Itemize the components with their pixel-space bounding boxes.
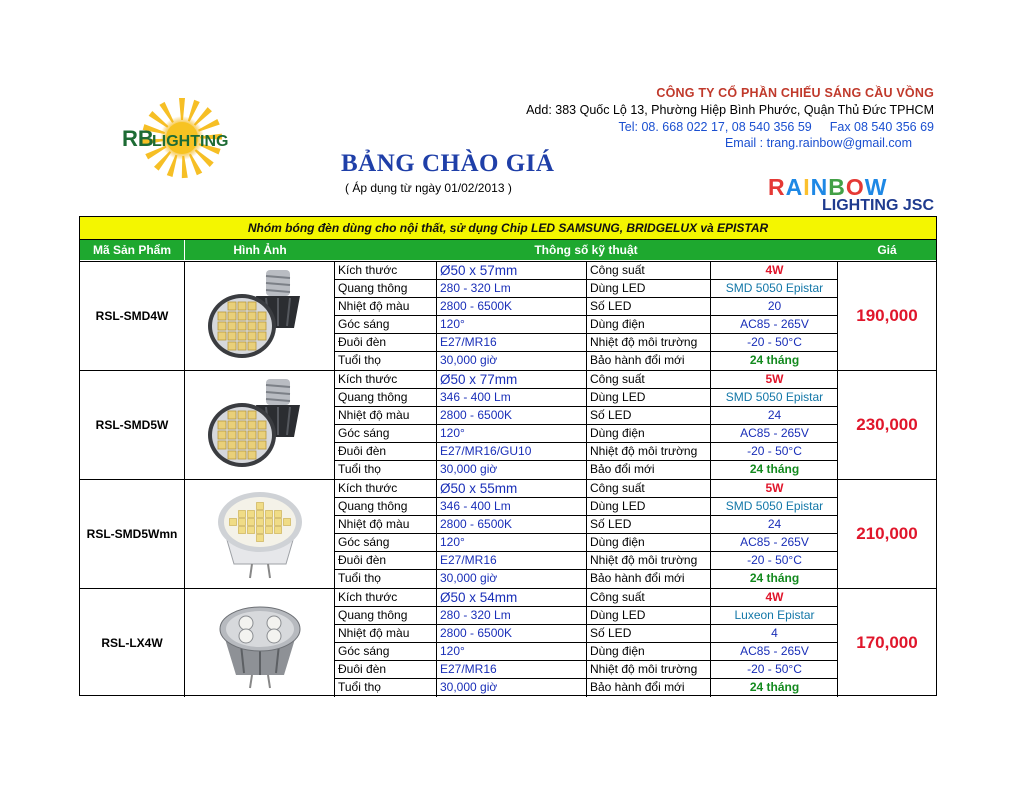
spec-label: Kích thước	[338, 263, 398, 277]
spec-row	[335, 316, 838, 334]
product-row	[80, 370, 936, 479]
spec-label: Nhiệt độ màu	[338, 626, 410, 640]
product-image	[184, 262, 334, 370]
led-lamp-icon	[200, 595, 320, 691]
header-specs: Thông số kỹ thuật	[334, 240, 838, 260]
spec-label: Công suất	[586, 589, 710, 606]
header-image: Hình Ảnh	[184, 240, 335, 260]
rainbow-word: RAINBOW	[768, 174, 888, 200]
product-image	[184, 589, 334, 697]
spec-row	[335, 534, 838, 552]
product-price: 230,000	[837, 371, 936, 479]
spec-value: AC85 - 265V	[710, 425, 838, 442]
spec-value: 120°	[436, 643, 586, 660]
product-image	[184, 371, 334, 479]
spec-row	[335, 407, 838, 425]
spec-label: Tuổi thọ	[338, 680, 381, 694]
spec-value: 30,000 giờ	[436, 679, 586, 697]
page-subtitle: ( Áp dụng từ ngày 01/02/2013 )	[345, 181, 512, 195]
spec-value: 30,000 giờ	[436, 570, 586, 588]
product-code: RSL-LX4W	[101, 636, 163, 650]
spec-label: Góc sáng	[338, 535, 390, 549]
rb-text: RB	[122, 126, 154, 151]
spec-value: Ø50 x 54mm	[436, 589, 586, 606]
spec-label: Nhiệt độ màu	[338, 517, 410, 531]
page-title: BẢNG CHÀO GIÁ	[341, 150, 555, 177]
product-code: RSL-SMD5Wmn	[86, 527, 178, 541]
spec-value: 120°	[436, 534, 586, 551]
spec-label: Đuôi đèn	[338, 444, 387, 458]
spec-value: Ø50 x 77mm	[436, 371, 586, 388]
spec-label: Dùng LED	[586, 280, 710, 297]
spec-value: 5W	[710, 371, 838, 388]
spec-value: -20 - 50°C	[710, 334, 838, 351]
company-email: Email : trang.rainbow@gmail.com	[724, 136, 912, 150]
spec-row	[335, 625, 838, 643]
spec-row	[335, 262, 838, 280]
spec-value: Ø50 x 55mm	[436, 480, 586, 497]
spec-label: Bảo hành đổi mới	[586, 352, 710, 370]
product-row	[80, 588, 936, 697]
spec-row	[335, 298, 838, 316]
spec-row	[335, 425, 838, 443]
spec-label: Dùng điện	[586, 534, 710, 551]
led-lamp-icon	[200, 486, 320, 582]
spec-label: Quang thông	[338, 499, 408, 513]
spec-value: 4W	[710, 262, 838, 279]
spec-value: -20 - 50°C	[710, 443, 838, 460]
spec-label: Nhiệt độ màu	[338, 299, 410, 313]
rblighting-logo	[100, 98, 270, 193]
spec-value: 346 - 400 Lm	[436, 389, 586, 406]
led-lamp-icon	[200, 377, 320, 473]
spec-label: Tuổi thọ	[338, 571, 381, 585]
spec-value: E27/MR16	[436, 334, 586, 351]
spec-label: Tuổi thọ	[338, 462, 381, 476]
spec-label: Đuôi đèn	[338, 553, 387, 567]
spec-value: 2800 - 6500K	[436, 298, 586, 315]
spec-value: 4W	[710, 589, 838, 606]
company-address: Add: 383 Quốc Lộ 13, Phường Hiệp Bình Phước, Quận Thủ Đức TPHCM	[526, 103, 934, 117]
spec-value: 20	[710, 298, 838, 315]
spec-row	[335, 661, 838, 679]
product-specs	[334, 589, 838, 697]
spec-row	[335, 498, 838, 516]
spec-label: Quang thông	[338, 390, 408, 404]
spec-row	[335, 389, 838, 407]
spec-value: 280 - 320 Lm	[436, 607, 586, 624]
spec-label: Quang thông	[338, 608, 408, 622]
spec-label: Nhiệt độ môi trường	[586, 443, 710, 460]
spec-value: SMD 5050 Epistar	[710, 280, 838, 297]
spec-label: Bảo hành đổi mới	[586, 570, 710, 588]
spec-label: Dùng điện	[586, 643, 710, 660]
spec-value: E27/MR16	[436, 661, 586, 678]
spec-value: AC85 - 265V	[710, 643, 838, 660]
spec-value: 24 tháng	[710, 461, 838, 479]
spec-value: 24	[710, 516, 838, 533]
led-lamp-icon	[200, 268, 320, 364]
spec-label: Bảo đổi mới	[586, 461, 710, 479]
spec-label: Dùng LED	[586, 389, 710, 406]
spec-row	[335, 679, 838, 697]
product-code: RSL-SMD4W	[95, 309, 169, 323]
spec-value: Luxeon Epistar	[710, 607, 838, 624]
spec-row	[335, 461, 838, 479]
spec-value: 280 - 320 Lm	[436, 280, 586, 297]
spec-value: 24 tháng	[710, 679, 838, 697]
product-price: 210,000	[837, 480, 936, 588]
spec-label: Kích thước	[338, 590, 398, 604]
spec-value: 24	[710, 407, 838, 424]
product-specs	[334, 262, 838, 370]
spec-label: Góc sáng	[338, 317, 390, 331]
spec-value: 4	[710, 625, 838, 642]
spec-value: SMD 5050 Epistar	[710, 498, 838, 515]
spec-value: AC85 - 265V	[710, 534, 838, 551]
spec-value: 2800 - 6500K	[436, 625, 586, 642]
rainbow-logo	[768, 176, 936, 216]
spec-label: Dùng điện	[586, 316, 710, 333]
product-row	[80, 479, 936, 588]
product-price: 170,000	[837, 589, 936, 697]
spec-label: Số LED	[586, 625, 710, 642]
spec-label: Kích thước	[338, 481, 398, 495]
spec-row	[335, 480, 838, 498]
spec-value: -20 - 50°C	[710, 661, 838, 678]
spec-value: -20 - 50°C	[710, 552, 838, 569]
header-code: Mã Sản Phẩm	[80, 240, 184, 260]
spec-value: 346 - 400 Lm	[436, 498, 586, 515]
spec-row	[335, 443, 838, 461]
spec-row	[335, 607, 838, 625]
spec-value: 120°	[436, 425, 586, 442]
spec-value: E27/MR16	[436, 552, 586, 569]
header-price: Giá	[838, 240, 936, 260]
spec-value: SMD 5050 Epistar	[710, 389, 838, 406]
spec-label: Góc sáng	[338, 426, 390, 440]
spec-label: Dùng LED	[586, 607, 710, 624]
spec-row	[335, 552, 838, 570]
spec-value: 120°	[436, 316, 586, 333]
spec-value: 24 tháng	[710, 570, 838, 588]
product-price: 190,000	[837, 262, 936, 370]
spec-value: Ø50 x 57mm	[436, 262, 586, 279]
spec-label: Số LED	[586, 298, 710, 315]
spec-label: Đuôi đèn	[338, 662, 387, 676]
spec-value: 30,000 giờ	[436, 352, 586, 370]
spec-label: Tuổi thọ	[338, 353, 381, 367]
spec-label: Công suất	[586, 371, 710, 388]
spec-label: Nhiệt độ môi trường	[586, 334, 710, 351]
spec-value: E27/MR16/GU10	[436, 443, 586, 460]
price-table	[79, 216, 937, 696]
spec-label: Dùng LED	[586, 498, 710, 515]
company-contact	[619, 120, 934, 134]
spec-label: Nhiệt độ môi trường	[586, 661, 710, 678]
product-specs	[334, 371, 838, 479]
table-banner: Nhóm bóng đèn dùng cho nội thất, sử dụng Chip LED SAMSUNG, BRIDGELUX và EPISTAR	[80, 217, 936, 240]
spec-value: 5W	[710, 480, 838, 497]
spec-value: 30,000 giờ	[436, 461, 586, 479]
company-name: CÔNG TY CỔ PHẦN CHIẾU SÁNG CẦU VỒNG	[656, 86, 934, 100]
spec-label: Nhiệt độ màu	[338, 408, 410, 422]
company-fax: Fax 08 540 356 69	[829, 120, 934, 134]
spec-row	[335, 371, 838, 389]
rainbow-wordmark	[768, 176, 936, 198]
spec-row	[335, 589, 838, 607]
product-row	[80, 261, 936, 370]
spec-value: 2800 - 6500K	[436, 516, 586, 533]
sun-icon	[100, 98, 270, 193]
spec-label: Góc sáng	[338, 644, 390, 658]
spec-row	[335, 516, 838, 534]
company-tel: Tel: 08. 668 022 17, 08 540 356 59	[618, 120, 812, 134]
product-specs	[334, 480, 838, 588]
spec-value: AC85 - 265V	[710, 316, 838, 333]
spec-label: Công suất	[586, 480, 710, 497]
spec-label: Kích thước	[338, 372, 398, 386]
spec-label: Số LED	[586, 407, 710, 424]
spec-row	[335, 280, 838, 298]
spec-label: Đuôi đèn	[338, 335, 387, 349]
spec-label: Công suất	[586, 262, 710, 279]
lighting-text: LIGHTING	[152, 133, 229, 150]
product-image	[184, 480, 334, 588]
spec-label: Nhiệt độ môi trường	[586, 552, 710, 569]
spec-value: 2800 - 6500K	[436, 407, 586, 424]
spec-row	[335, 643, 838, 661]
spec-label: Số LED	[586, 516, 710, 533]
spec-row	[335, 352, 838, 370]
lighting-jsc: LIGHTING JSC	[821, 197, 934, 214]
spec-row	[335, 334, 838, 352]
spec-value: 24 tháng	[710, 352, 838, 370]
product-code: RSL-SMD5W	[95, 418, 169, 432]
spec-label: Bảo hành đổi mới	[586, 679, 710, 697]
spec-label: Dùng điện	[586, 425, 710, 442]
spec-row	[335, 570, 838, 588]
spec-label: Quang thông	[338, 281, 408, 295]
